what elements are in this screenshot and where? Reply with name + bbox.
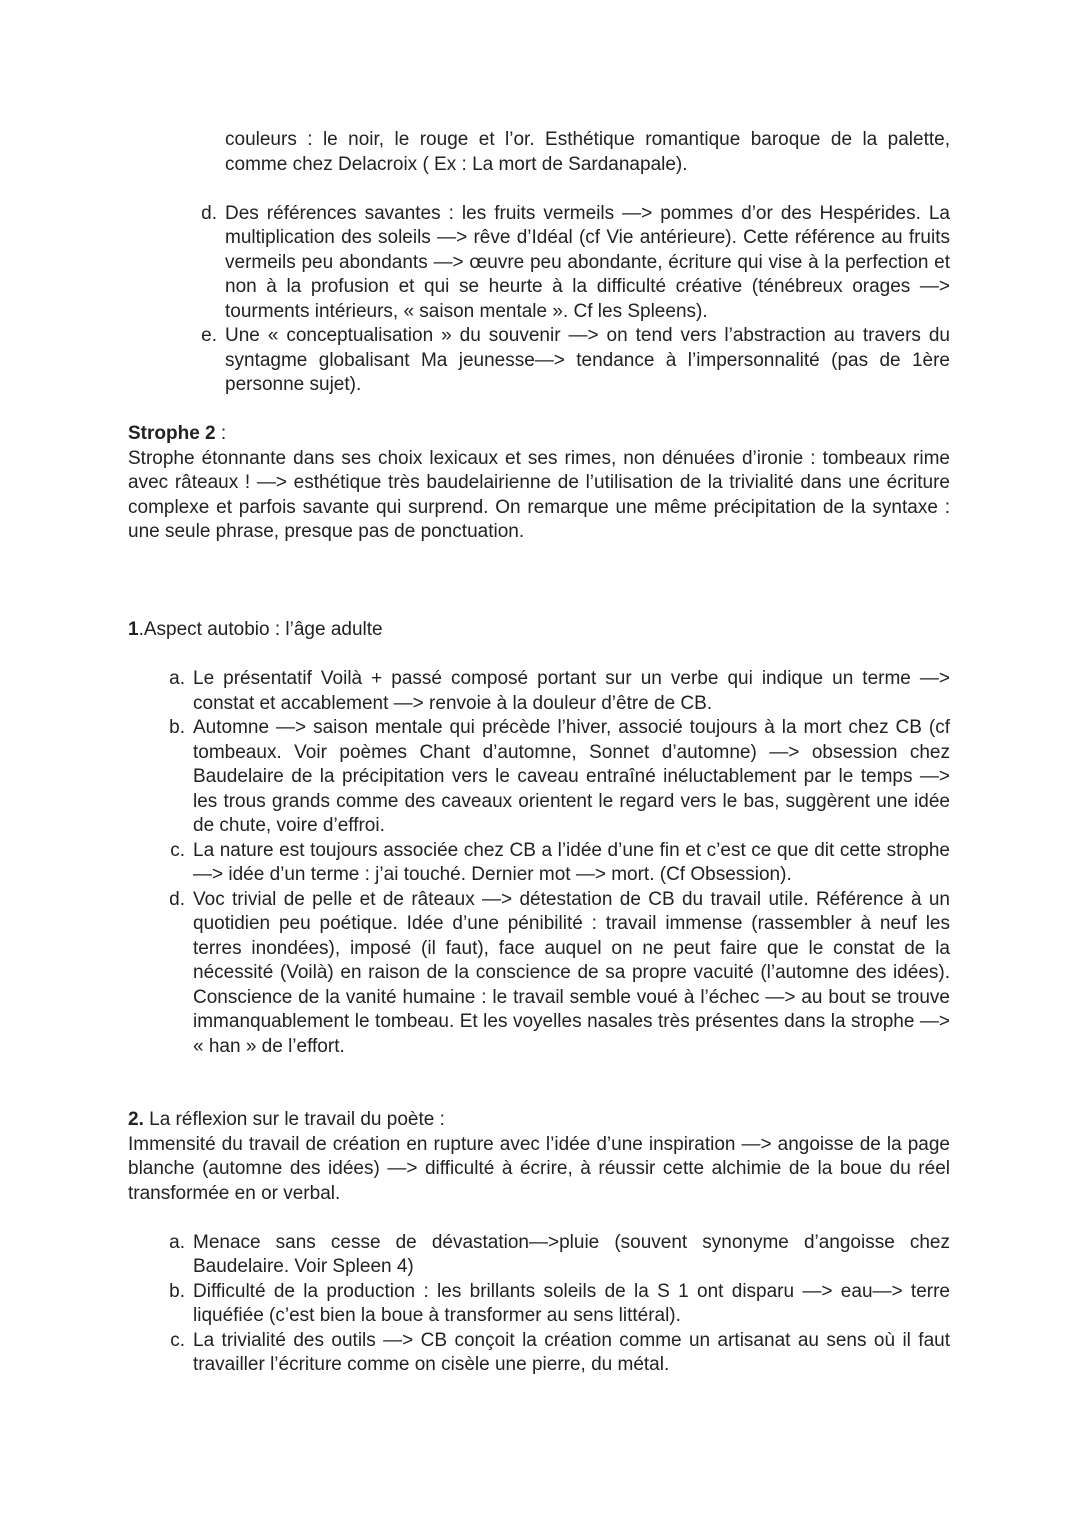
strophe2-heading-text: Strophe 2 (128, 423, 216, 444)
section1-heading (128, 618, 950, 643)
section1-title: .Aspect autobio : l’âge adulte (138, 619, 383, 640)
list-item (170, 1329, 950, 1378)
strophe2-heading-suffix: : (215, 423, 227, 444)
list-item-text: Menace sans cesse de dévastation—>pluie (souvent synonyme d’angoisse chez Baudelaire. Voir Spleen 4) (193, 1231, 950, 1277)
document-page (128, 128, 950, 1378)
list-item (169, 888, 950, 1060)
list-marker: b. (169, 1280, 185, 1302)
list-item (201, 202, 950, 325)
section2 (128, 1108, 950, 1378)
list-item (201, 324, 950, 398)
list-item (169, 1231, 950, 1280)
continued-text: couleurs : le noir, le rouge et l’or. Esthétique romantique baroque de la palette, comme chez Delacroix ( Ex : La mort de Sardanapale). (225, 129, 950, 175)
section1-list (128, 667, 950, 1059)
list-item-text: La trivialité des outils —> CB conçoit la création comme un artisanat au sens où il faut travailler l’écriture comme on cisèle une pierre, du métal. (193, 1329, 950, 1375)
list-marker: a. (169, 668, 185, 689)
list-item-text: Automne —> saison mentale qui précède l’hiver, associé toujours à la mort chez CB (cf tombeaux. Voir poèmes Chant d’automne, Sonnet d’automne) —> obsession chez Baudelaire de la précipitation vers le caveau entraîné inéluctablement par le temps —> les trous grands comme des caveaux orientent le regard vers le bas, suggèrent une idée de chute, voire d’effroi. (193, 717, 950, 836)
list-item-text: Le présentatif Voilà + passé composé portant sur un verbe qui indique un terme —> constat et accablement —> renvoie à la douleur d’être de CB. (193, 668, 950, 714)
list-item (169, 667, 950, 716)
list-item-text: Une « conceptualisation » du souvenir —> on tend vers l’abstraction au travers du syntagme globalisant Ma jeunesse—> tendance à l’impersonnalité (pas de 1ère personne sujet). (225, 325, 950, 395)
list-item-text: La nature est toujours associée chez CB a l’idée d’une fin et c’est ce que dit cette strophe —> idée d’un terme : j’ai touché. Dernier mot —> mort. (Cf Obsession). (193, 839, 950, 885)
section2-number: 2. (128, 1109, 144, 1130)
list-marker: d. (169, 888, 185, 910)
strophe1-list (128, 202, 950, 398)
section1-number: 1 (128, 619, 139, 640)
list-marker: a. (169, 1231, 185, 1253)
list-item-text: Des références savantes : les fruits vermeils —> pommes d’or des Hespérides. La multiplication des soleils —> rêve d’Idéal (cf Vie antérieure). Cette référence au fruits vermeils peu abondants —> œuvre peu abondante, écriture qui vise à la perfection et non à la profusion et qui se heurte à la difficulté créative (ténébreux orages —> tourments intérieurs, « saison mentale ». Cf les Spleens). (225, 202, 950, 322)
list-item-text: Voc trivial de pelle et de râteaux —> détestation de CB du travail utile. Référence à un quotidien peu poétique. Idée d’une pénibilité : travail immense (rassembler à neuf les terres inondées), imposé (il faut), face auquel on ne peut faire que le constat de la nécessité (Voilà) en raison de la conscience de sa propre vacuité (l’automne des idées). Conscience de la vanité humaine : le travail semble voué à l’échec —> au bout se trouve immanquablement le tombeau. Et les voyelles nasales très présentes dans la strophe —> « han » de l’effort. (193, 888, 950, 1057)
section1 (128, 618, 950, 1059)
strophe2-paragraph: Strophe étonnante dans ses choix lexicaux et ses rimes, non dénuées d’ironie : tombeaux rime avec râteaux ! —> esthétique très baudelairienne de l’utilisation de la trivialité dans une écriture complexe et parfois savante qui surprend. On remarque une même précipitation de la syntaxe : une seule phrase, presque pas de ponctuation. (128, 447, 950, 542)
strophe2-section (128, 422, 950, 545)
section2-title: La réflexion sur le travail du poète : (143, 1109, 445, 1130)
section2-list (128, 1231, 950, 1378)
section2-intro: Immensité du travail de création en rupture avec l’idée d’une inspiration —> angoisse de la page blanche (automne des idées) —> difficulté à écrire, à réussir cette alchimie de la boue du réel transformée en or verbal. (128, 1133, 950, 1204)
section2-heading (128, 1108, 950, 1133)
list-marker: c. (170, 1329, 185, 1351)
continued-paragraph (128, 128, 950, 177)
strophe2-heading (128, 422, 950, 447)
list-item (169, 1280, 950, 1329)
list-item (169, 716, 950, 839)
list-item-text: Difficulté de la production : les brillants soleils de la S 1 ont disparu —> eau—> terre liquéfiée (c’est bien la boue à transformer au sens littéral). (193, 1280, 950, 1326)
list-marker: b. (169, 717, 185, 738)
list-item (170, 839, 950, 888)
list-marker: e. (201, 325, 217, 346)
list-marker: c. (170, 839, 185, 861)
list-marker: d. (201, 202, 217, 224)
